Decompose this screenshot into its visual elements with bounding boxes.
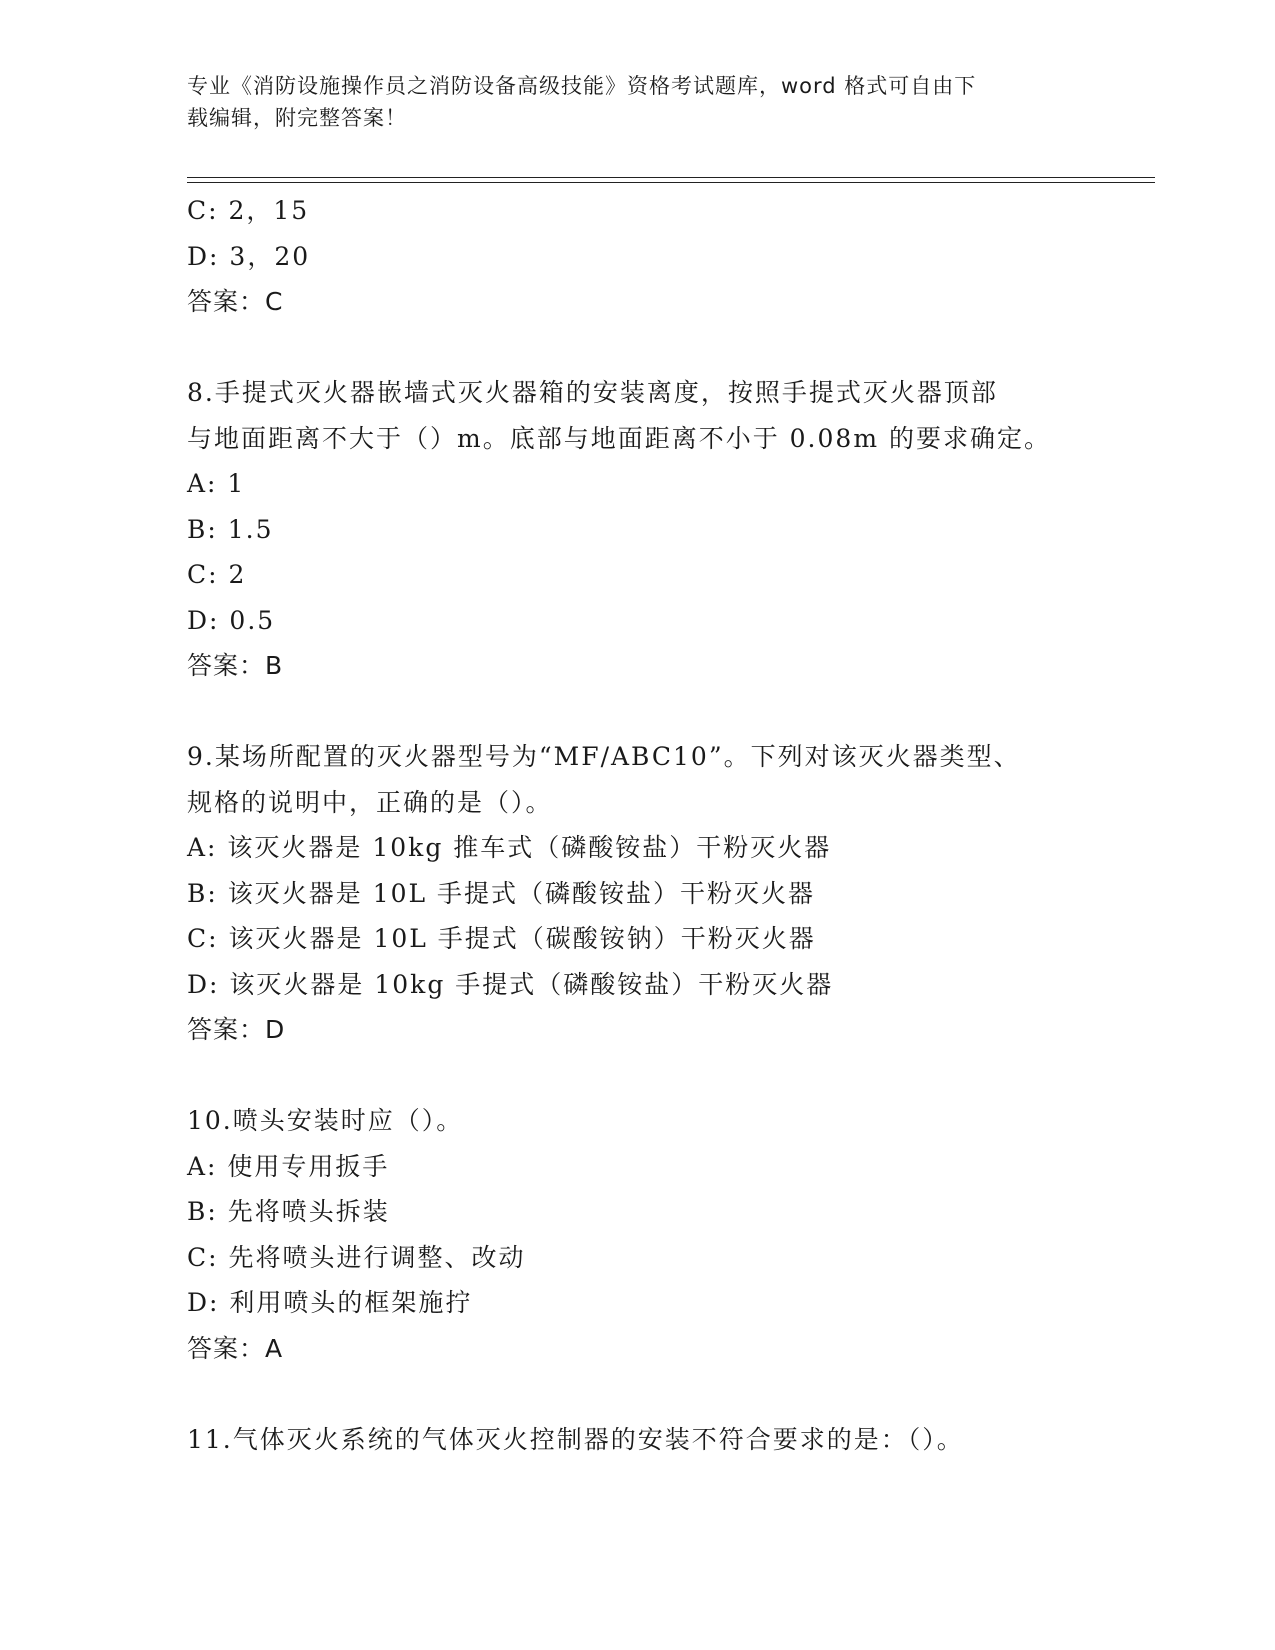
question-7-answer: 答案：C xyxy=(187,287,284,316)
question-9-option-d: D: 该灭火器是 10kg 手提式（磷酸铵盐）干粉灭火器 xyxy=(187,969,834,999)
question-11-stem-line-1: 11.气体灭火系统的气体灭火控制器的安装不符合要求的是：（）。 xyxy=(187,1424,964,1454)
question-9-answer: 答案：D xyxy=(187,1015,286,1044)
header-line-2: 载编辑，附完整答案！ xyxy=(187,106,407,130)
question-9-option-b: B: 该灭火器是 10L 手提式（磷酸铵盐）干粉灭火器 xyxy=(187,878,816,908)
question-8-option-a: A: 1 xyxy=(187,469,246,498)
header-divider-bottom xyxy=(187,182,1155,183)
question-9-stem-line-2: 规格的说明中，正确的是（）。 xyxy=(187,787,553,817)
header-line-1: 专业《消防设施操作员之消防设备高级技能》资格考试题库，word 格式可自由下 xyxy=(187,74,977,98)
question-spacer xyxy=(187,325,1087,371)
question-8-stem-line-1: 8.手提式灭火器嵌墙式灭火器箱的安装离度，按照手提式灭火器顶部 xyxy=(187,378,998,407)
question-9-stem-line-1: 9.某场所配置的灭火器型号为“MF/ABC10”。下列对该灭火器类型、 xyxy=(187,742,1021,771)
question-9-option-c: C: 该灭火器是 10L 手提式（碳酸铵钠）干粉灭火器 xyxy=(187,924,816,953)
question-8 xyxy=(187,370,1087,689)
question-10-answer: 答案：A xyxy=(187,1333,284,1363)
question-spacer xyxy=(187,1371,1087,1417)
question-8-option-d: D: 0.5 xyxy=(187,605,276,635)
question-7-tail xyxy=(187,188,1087,325)
document-header xyxy=(187,70,1067,134)
question-10-stem-line-1: 10.喷头安装时应（）。 xyxy=(187,1106,464,1135)
question-10-option-c: C: 先将喷头进行调整、改动 xyxy=(187,1242,526,1272)
question-spacer xyxy=(187,689,1087,735)
question-8-answer: 答案：B xyxy=(187,651,284,680)
question-8-stem-line-2: 与地面距离不大于（）m。底部与地面距离不小于 0.08m 的要求确定。 xyxy=(187,423,1051,453)
question-9-option-a: A: 该灭火器是 10kg 推车式（磷酸铵盐）干粉灭火器 xyxy=(187,833,832,862)
question-10-option-b: B: 先将喷头拆装 xyxy=(187,1197,390,1226)
question-7-option-d: D: 3，20 xyxy=(187,241,311,271)
header-divider-top xyxy=(187,177,1155,178)
question-10-option-d: D: 利用喷头的框架施拧 xyxy=(187,1288,473,1317)
question-8-option-c: C: 2 xyxy=(187,560,247,589)
question-11 xyxy=(187,1417,1087,1463)
question-10 xyxy=(187,1098,1087,1371)
question-9 xyxy=(187,734,1087,1053)
question-10-option-a: A: 使用专用扳手 xyxy=(187,1151,390,1181)
question-spacer xyxy=(187,1053,1087,1099)
question-8-option-b: B: 1.5 xyxy=(187,514,274,544)
question-7-option-c: C: 2，15 xyxy=(187,196,310,225)
question-list xyxy=(187,188,1087,1462)
